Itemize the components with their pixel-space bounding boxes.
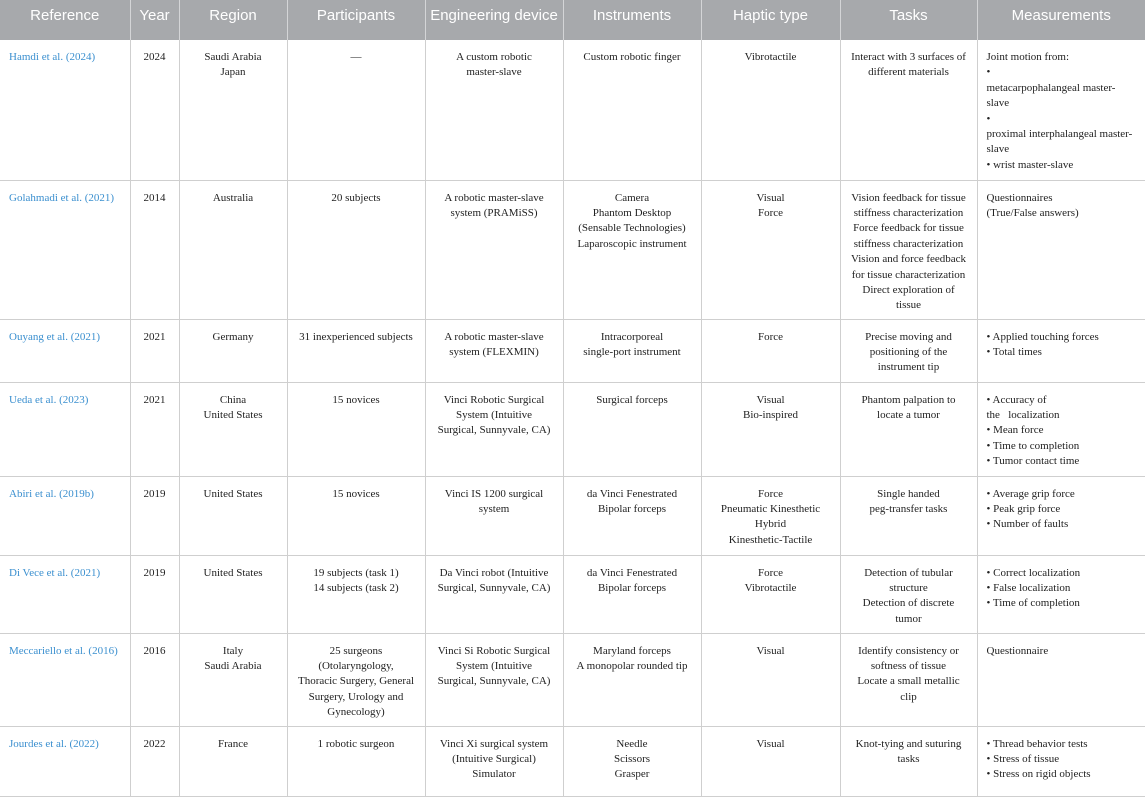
header-row [0,0,1145,40]
device-cell: Vinci IS 1200 surgical system [425,476,563,555]
header-tasks: Tasks [840,0,977,40]
header-haptic-type: Haptic type [701,0,840,40]
haptic-type-cell: Force Pneumatic Kinesthetic Hybrid Kinesthetic-Tactile [701,476,840,555]
region-cell: United States [179,476,287,555]
instruments-cell: da Vinci Fenestrated Bipolar forceps [563,476,701,555]
tasks-cell: Detection of tubular structure Detection of discrete tumor [840,555,977,633]
header-instruments: Instruments [563,0,701,40]
header-reference: Reference [0,0,130,40]
instruments-cell: Intracorporeal single-port instrument [563,319,701,382]
participants-cell: 1 robotic surgeon [287,726,425,796]
region-cell: Saudi Arabia Japan [179,40,287,180]
haptic-type-cell: Visual [701,633,840,726]
measurement-line: • Accuracy of [986,393,1047,406]
reference-cell [0,319,130,382]
measurement-line: • Correct localization [986,566,1081,579]
reference-link[interactable]: Abiri et al. (2019b) [9,487,94,500]
year-cell: 2019 [130,555,179,633]
device-cell: Vinci Si Robotic Surgical System (Intuitive Surgical, Sunnyvale, CA) [425,633,563,726]
reference-link[interactable]: Di Vece et al. (2021) [9,566,101,579]
measurement-line: • [986,112,991,125]
measurement-line: metacarpophalangeal master- [986,81,1116,94]
reference-link[interactable]: Meccariello et al. (2016) [9,644,118,657]
region-cell: China United States [179,382,287,476]
measurement-line: • False localization [986,581,1071,594]
year-cell: 2014 [130,180,179,319]
measurements-cell [977,319,1145,382]
table-row [0,319,1145,382]
device-cell: A custom robotic master-slave [425,40,563,180]
tasks-cell: Vision feedback for tissue stiffness characterization Force feedback for tissue stiffness characterization Vision and force feedback for tissue characterization Direct exploration of tissue [840,180,977,319]
region-cell: Italy Saudi Arabia [179,633,287,726]
measurement-line: slave [986,143,1010,156]
instruments-cell: Needle Scissors Grasper [563,726,701,796]
year-cell: 2022 [130,726,179,796]
device-cell: A robotic master-slave system (FLEXMIN) [425,319,563,382]
header-measurements: Measurements [977,0,1145,40]
header-year: Year [130,0,179,40]
tasks-cell: Phantom palpation to locate a tumor [840,382,977,476]
measurements-cell [977,633,1145,726]
device-cell: A robotic master-slave system (PRAMiSS) [425,180,563,319]
participants-cell: 31 inexperienced subjects [287,319,425,382]
measurement-line: (True/False answers) [986,206,1079,219]
measurement-line: • [986,66,991,79]
measurements-cell [977,180,1145,319]
reference-link[interactable]: Hamdi et al. (2024) [9,51,96,63]
year-cell: 2019 [130,476,179,555]
table-row [0,476,1145,555]
tasks-cell: Precise moving and positioning of the instrument tip [840,319,977,382]
participants-cell: — [287,40,425,180]
reference-cell [0,382,130,476]
table-row [0,555,1145,633]
measurement-line: • Number of faults [986,518,1069,531]
participants-cell: 25 surgeons (Otolaryngology, Thoracic Surgery, General Surgery, Urology and Gynecology) [287,633,425,726]
measurements-cell [977,726,1145,796]
reference-cell [0,180,130,319]
tasks-cell: Interact with 3 surfaces of different materials [840,40,977,180]
header-region: Region [179,0,287,40]
measurements-cell [977,555,1145,633]
tasks-cell: Knot-tying and suturing tasks [840,726,977,796]
instruments-cell: Surgical forceps [563,382,701,476]
year-cell: 2021 [130,382,179,476]
participants-cell: 20 subjects [287,180,425,319]
measurement-line: • Tumor contact time [986,455,1080,468]
instruments-cell: da Vinci Fenestrated Bipolar forceps [563,555,701,633]
measurement-line: • Time to completion [986,439,1080,452]
reference-cell [0,476,130,555]
measurement-line: • Stress of tissue [986,752,1060,765]
measurement-line: • Total times [986,345,1042,358]
measurements-cell [977,382,1145,476]
region-cell: United States [179,555,287,633]
measurement-line: Questionnaire [986,644,1049,657]
participants-cell: 19 subjects (task 1) 14 subjects (task 2) [287,555,425,633]
measurement-line: proximal interphalangeal master- [986,128,1133,141]
reference-link[interactable]: Jourdes et al. (2022) [9,737,99,750]
device-cell: Da Vinci robot (Intuitive Surgical, Sunnyvale, CA) [425,555,563,633]
table-row [0,180,1145,319]
measurement-line: • Thread behavior tests [986,737,1088,750]
year-cell: 2024 [130,40,179,180]
year-cell: 2021 [130,319,179,382]
reference-link[interactable]: Golahmadi et al. (2021) [9,191,115,204]
haptic-type-cell: Visual Force [701,180,840,319]
measurements-cell [977,476,1145,555]
tasks-cell: Single handed peg-transfer tasks [840,476,977,555]
instruments-cell: Maryland forceps A monopolar rounded tip [563,633,701,726]
table-row [0,726,1145,796]
header-engineering-device: Engineering device [425,0,563,40]
haptic-type-cell: Force [701,319,840,382]
reference-link[interactable]: Ueda et al. (2023) [9,393,89,406]
haptic-type-cell: Force Vibrotactile [701,555,840,633]
instruments-cell: Custom robotic finger [563,40,701,180]
measurement-line: Joint motion from: [986,51,1069,63]
instruments-cell: Camera Phantom Desktop (Sensable Technologies) Laparoscopic instrument [563,180,701,319]
reference-link[interactable]: Ouyang et al. (2021) [9,330,101,343]
table-row [0,633,1145,726]
region-cell: Germany [179,319,287,382]
measurement-line: • Stress on rigid objects [986,768,1091,781]
measurement-line: the localization [986,408,1060,421]
reference-cell [0,40,130,180]
measurement-line: • Average grip force [986,487,1075,500]
measurement-line: • Applied touching forces [986,330,1099,343]
tasks-cell: Identify consistency or softness of tissue Locate a small metallic clip [840,633,977,726]
region-cell: France [179,726,287,796]
device-cell: Vinci Xi surgical system (Intuitive Surgical) Simulator [425,726,563,796]
header-participants: Participants [287,0,425,40]
table-row [0,40,1145,180]
participants-cell: 15 novices [287,382,425,476]
measurement-line: • Peak grip force [986,502,1061,515]
haptic-type-cell: Vibrotactile [701,40,840,180]
reference-cell [0,555,130,633]
haptic-type-cell: Visual [701,726,840,796]
measurement-line: • Mean force [986,424,1044,437]
reference-cell [0,726,130,796]
measurement-line: slave [986,97,1010,110]
reference-cell [0,633,130,726]
measurement-line: • wrist master-slave [986,158,1074,171]
measurement-line: • Time of completion [986,597,1080,610]
measurements-cell [977,40,1145,180]
haptic-type-cell: Visual Bio-inspired [701,382,840,476]
measurement-line: Questionnaires [986,191,1053,204]
device-cell: Vinci Robotic Surgical System (Intuitive Surgical, Sunnyvale, CA) [425,382,563,476]
table-row [0,382,1145,476]
region-cell: Australia [179,180,287,319]
participants-cell: 15 novices [287,476,425,555]
year-cell: 2016 [130,633,179,726]
